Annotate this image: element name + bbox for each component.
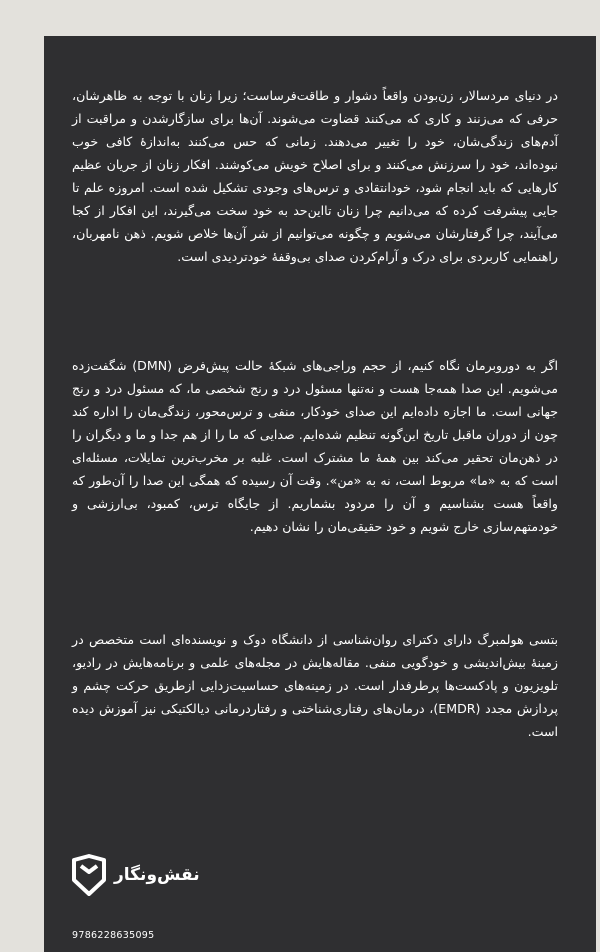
blurb-paragraph-2: اگر به دوروبرمان نگاه کنیم، از حجم وراجی‌های شبکهٔ حالت پیش‌فرض (DMN) شگفت‌زده می‌شویم. این صدا همه‌جا هست و نه‌تنها مسئول درد و رنج شخصی ما، که مسئول درد و رنج جهانی است. ما اجازه داده‌ایم این صدای خودکار، منفی و ترس‌محور، زندگی‌مان را اداره کند چون از دوران ماقبل تاریخ این‌گونه تنظیم شده‌ایم. صدایی که ما را از هم جدا و ما و دیگران را در ذهن‌مان تحقیر می‌کند بین همهٔ ما مشترک است. غلبه بر مخرب‌ترین تمایلات، مسئله‌ای است که به «ما» مربوط است، نه به «من». وقت آن رسیده که همگی این صدا را آن‌طور که واقعاً هست بشناسیم و آن را مردود بشماریم. از جایگاه ترس، کمبود، بی‌ارزشی و خودمتهم‌سازی خارج شویم و خود حقیقی‌مان را نشان دهیم. bbox=[72, 358, 558, 534]
publisher-logo-icon bbox=[72, 854, 106, 896]
isbn-number: 9786228635095 bbox=[72, 930, 155, 941]
book-back-cover bbox=[44, 36, 596, 952]
author-bio-paragraph: بتسی هولمبرگ دارای دکترای روان‌شناسی از دانشگاه دوک و نویسنده‌ای است متخصص در زمینهٔ بیش‌اندیشی و خودگویی منفی. مقاله‌هایش در مجله‌های علمی و برنامه‌هایش در رادیو، تلویزیون و پادکست‌ها پرطرفدار است. در زمینه‌های حساسیت‌زدایی ازطریق حرکت چشم و پردازش مجدد (EMDR)، درمان‌های رفتاری‌شناختی و رفتاردرمانی دیالکتیکی نیز آموزش دیده است. bbox=[72, 632, 558, 739]
publisher-name: نقش‌ونگار bbox=[114, 865, 200, 885]
blurb-paragraph-1: در دنیای مردسالار، زن‌بودن واقعاً دشوار و طاقت‌فرساست؛ زیرا زنان با توجه به ظاهرشان، حرفی که می‌زنند و کاری که می‌کنند قضاوت می‌شوند. آن‌ها برای سازگارشدن و مراقبت از آدم‌های زندگی‌شان، خود را تغییر می‌دهند. زمانی که حس می‌کنند به‌اندازهٔ کافی خوب نبوده‌اند، خود را سرزنش می‌کنند و برای اصلاح خویش می‌کوشند. افکار زنان از جریان عظیم کارهایی که باید انجام شود، خودانتقادی و ترس‌های وجودی تشکیل شده است. امروزه علم تا جایی پیشرفت کرده که می‌دانیم چرا زنان تااین‌حد به خود سخت می‌گیرند، این افکار از کجا می‌آیند، چرا گرفتارشان می‌شویم و چگونه می‌توانیم از شر آن‌ها خلاص شویم. ذهن نامهربان، راهنمایی کاربردی برای درک و آرام‌کردن صدای بی‌وقفهٔ خودتردیدی است. bbox=[72, 88, 558, 264]
publisher-block bbox=[72, 854, 200, 896]
